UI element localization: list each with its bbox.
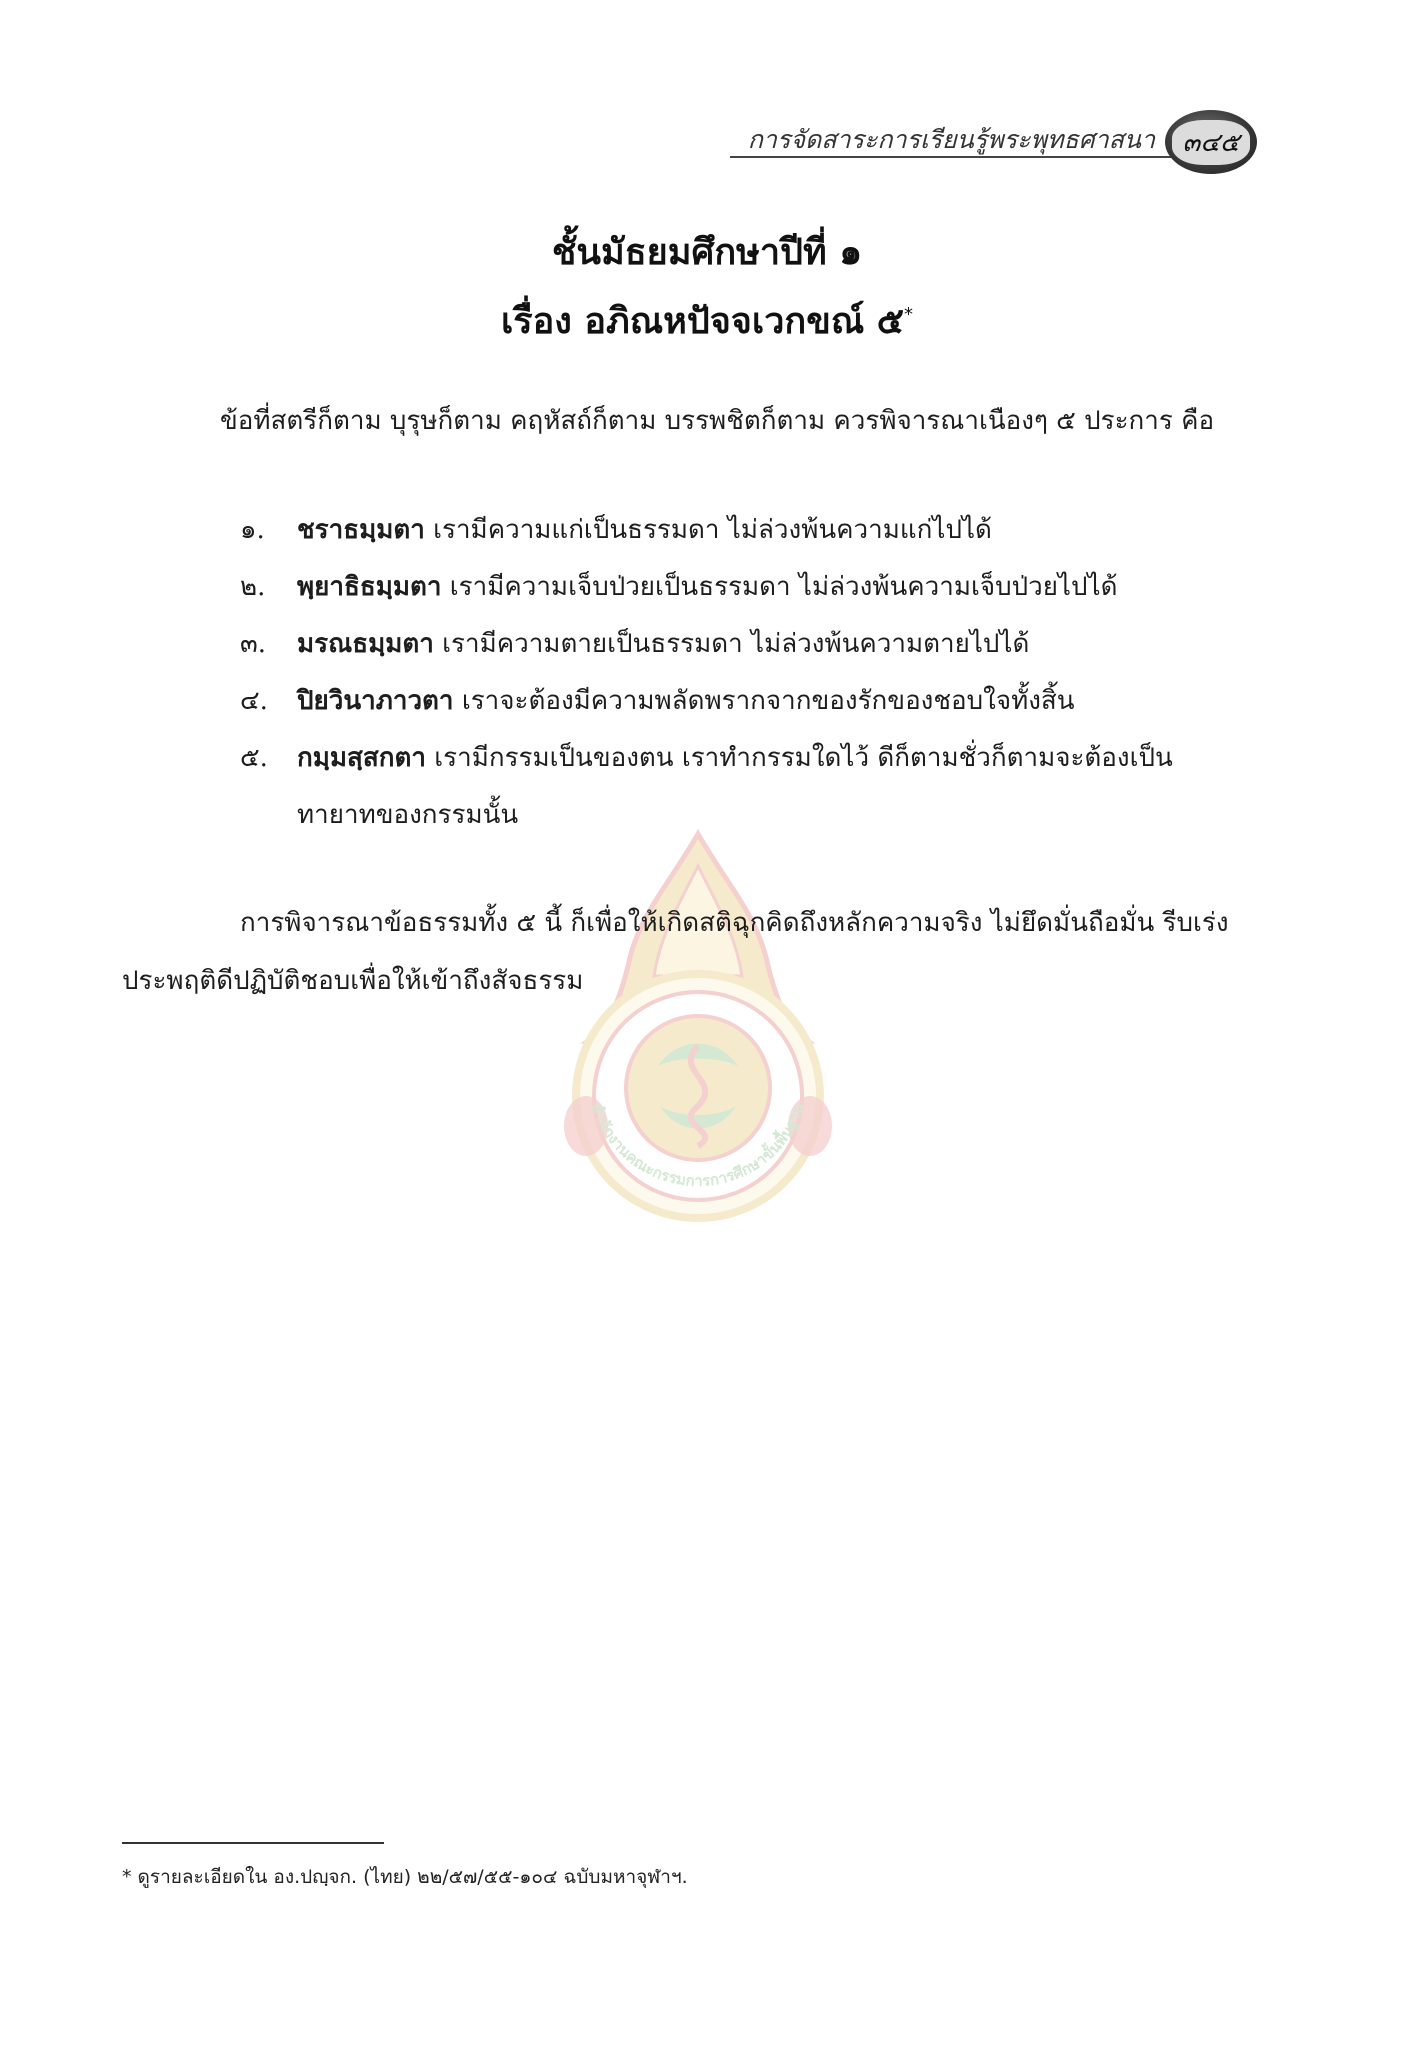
header-rule <box>730 156 1185 158</box>
page-number-badge <box>1165 110 1257 174</box>
list-term: กมฺมสฺสกตา <box>297 743 426 773</box>
conclusion-paragraph <box>122 894 1244 1010</box>
title-grade: ชั้นมัธยมศึกษาปีที่ ๑ <box>551 232 863 273</box>
title-topic-text: เรื่อง อภิณหปัจจเวกขณ์ ๕ <box>501 301 904 342</box>
intro-paragraph <box>122 392 1244 450</box>
list-term: พฺยาธิธมฺมตา <box>297 572 442 602</box>
emblem-ring-text: สำนักงานคณะกรรมการการศึกษาขั้นพื้นฐาน <box>587 1100 808 1190</box>
page-number: ๓๔๕ <box>1172 120 1249 165</box>
footnote-marker: * <box>904 304 913 325</box>
list-number: ๒. <box>240 572 266 602</box>
dhamma-list <box>240 502 1250 844</box>
list-item <box>240 559 1250 616</box>
list-term: มรณธมฺมตา <box>297 629 434 659</box>
running-header <box>720 112 1265 176</box>
intro-text: ข้อที่สตรีก็ตาม บุรุษก็ตาม คฤหัสถ์ก็ตาม บรรพชิตก็ตาม ควรพิจารณาเนืองๆ ๕ ประการ คือ <box>220 406 1215 436</box>
list-number: ๑. <box>240 515 265 545</box>
list-number: ๔. <box>240 686 268 716</box>
list-term: ชราธมฺมตา <box>297 515 425 545</box>
footnote-rule <box>122 1842 384 1844</box>
running-title: การจัดสาระการเรียนรู้พระพุทธศาสนา <box>747 125 1155 154</box>
list-number: ๓. <box>240 629 267 659</box>
obec-emblem-icon <box>548 826 848 1226</box>
footnote: * ดูรายละเอียดใน อง.ปญฺจก. (ไทย) ๒๒/๕๗/๕๕-๑๐๔ ฉบับมหาจุฬาฯ. <box>122 1866 688 1888</box>
title-topic <box>0 284 1414 353</box>
conclusion-text: การพิจารณาข้อธรรมทั้ง ๕ นี้ ก็เพื่อให้เกิดสติฉุกคิดถึงหลักความจริง ไม่ยึดมั่นถือมั่น รีบเร่งประพฤติดีปฏิบัติชอบเพื่อให้เข้าถึงสัจธรรม <box>122 908 1229 996</box>
list-number: ๕. <box>240 743 268 773</box>
list-text: เราจะต้องมีความพลัดพรากจากของรักของชอบใจทั้งสิ้น <box>461 686 1075 716</box>
list-item <box>240 502 1250 559</box>
list-text: เรามีความเจ็บป่วยเป็นธรรมดา ไม่ล่วงพ้นความเจ็บป่วยไปได้ <box>449 572 1118 602</box>
list-item <box>240 616 1250 673</box>
list-term: ปิยวินาภาวตา <box>297 686 454 716</box>
list-item <box>240 673 1250 730</box>
list-text: เรามีกรรมเป็นของตน เราทำกรรมใดไว้ ดีก็ตามชั่วก็ตามจะต้องเป็นทายาทของกรรมนั้น <box>297 743 1173 830</box>
list-text: เรามีความแก่เป็นธรรมดา ไม่ล่วงพ้นความแก่ไปได้ <box>433 515 992 545</box>
title-block <box>0 222 1414 353</box>
list-text: เรามีความตายเป็นธรรมดา ไม่ล่วงพ้นความตายไปได้ <box>442 629 1030 659</box>
